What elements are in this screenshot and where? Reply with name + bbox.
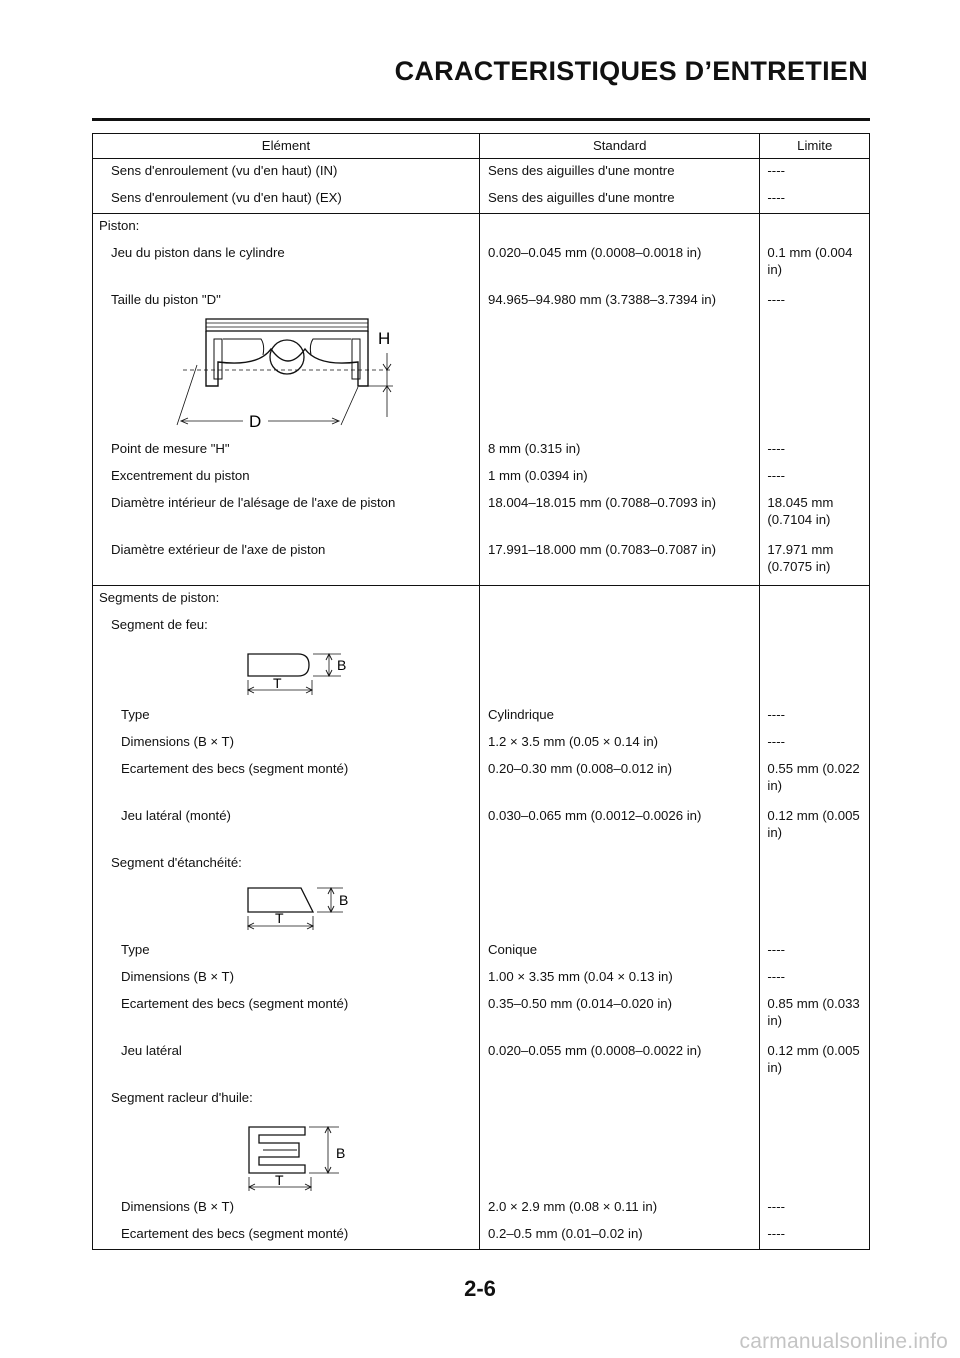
row-limit: ----	[760, 965, 870, 992]
row-standard: 0.020–0.055 mm (0.0008–0.0022 in)	[480, 1039, 760, 1086]
row-limit: ----	[760, 464, 870, 491]
piston-diagram-row	[93, 315, 870, 437]
row-label: Dimensions (B × T)	[121, 1199, 234, 1214]
row-standard: 0.030–0.065 mm (0.0012–0.0026 in)	[480, 804, 760, 851]
diagram-label-t: T	[273, 675, 282, 691]
top-ring-diagram	[93, 640, 479, 703]
table-row	[93, 186, 870, 214]
diagram-label-d: D	[249, 412, 262, 431]
row-standard: Sens des aiguilles d'une montre	[480, 186, 760, 214]
row-standard: 0.020–0.045 mm (0.0008–0.0018 in)	[480, 241, 760, 288]
row-label: Type	[121, 707, 150, 722]
row-limit: 18.045 mm (0.7104 in)	[760, 491, 870, 538]
subsection-row	[93, 613, 870, 640]
diagram-label-h: H	[378, 329, 391, 348]
row-limit: ----	[760, 186, 870, 214]
row-label: Jeu latéral (monté)	[121, 808, 231, 823]
row-standard: 0.35–0.50 mm (0.014–0.020 in)	[480, 992, 760, 1039]
row-label: Jeu du piston dans le cylindre	[111, 245, 285, 260]
table-row	[93, 288, 870, 315]
spec-table	[92, 133, 870, 1250]
row-standard: 17.991–18.000 mm (0.7083–0.7087 in)	[480, 538, 760, 586]
subsection-row	[93, 851, 870, 878]
section-row-rings	[93, 586, 870, 614]
row-standard: 2.0 × 2.9 mm (0.08 × 0.11 in)	[480, 1195, 760, 1222]
second-ring-diagram	[93, 878, 479, 938]
table-row	[93, 538, 870, 586]
row-standard: 1 mm (0.0394 in)	[480, 464, 760, 491]
row-limit: ----	[760, 288, 870, 315]
row-label: Dimensions (B × T)	[121, 969, 234, 984]
row-standard: 18.004–18.015 mm (0.7088–0.7093 in)	[480, 491, 760, 538]
table-row	[93, 491, 870, 538]
watermark: carmanualsonline.info	[739, 1330, 948, 1353]
table-row	[93, 992, 870, 1039]
title-rule	[92, 118, 870, 121]
subsection-top-ring: Segment de feu:	[111, 617, 208, 632]
row-limit: ----	[760, 159, 870, 187]
table-row	[93, 241, 870, 288]
row-limit: 0.55 mm (0.022 in)	[760, 757, 870, 804]
row-label: Ecartement des becs (segment monté)	[121, 996, 349, 1011]
table-row	[93, 757, 870, 804]
second-ring-diagram-row	[93, 878, 870, 938]
table-row	[93, 159, 870, 187]
row-label: Sens d'enroulement (vu d'en haut) (IN)	[111, 163, 338, 178]
subsection-second-ring: Segment d'étanchéité:	[111, 855, 242, 870]
diagram-label-t: T	[275, 1172, 284, 1188]
row-standard: 94.965–94.980 mm (3.7388–3.7394 in)	[480, 288, 760, 315]
row-limit: 0.1 mm (0.004 in)	[760, 241, 870, 288]
row-standard: Cylindrique	[480, 703, 760, 730]
row-limit: 0.12 mm (0.005 in)	[760, 804, 870, 851]
diagram-label-b: B	[337, 657, 347, 673]
row-limit: ----	[760, 1195, 870, 1222]
diagram-label-b: B	[339, 892, 349, 908]
table-row	[93, 1039, 870, 1086]
row-label: Dimensions (B × T)	[121, 734, 234, 749]
row-limit: ----	[760, 938, 870, 965]
row-label: Diamètre intérieur de l'alésage de l'axe de piston	[111, 495, 396, 510]
diagram-label-t: T	[275, 910, 284, 926]
section-heading-piston: Piston:	[93, 214, 480, 242]
top-ring-diagram-row	[93, 640, 870, 703]
table-row	[93, 464, 870, 491]
table-row	[93, 703, 870, 730]
row-standard: Conique	[480, 938, 760, 965]
row-label: Sens d'enroulement (vu d'en haut) (EX)	[111, 190, 342, 205]
table-row	[93, 965, 870, 992]
table-row	[93, 730, 870, 757]
page-title: CARACTERISTIQUES D’ENTRETIEN	[394, 56, 868, 86]
section-heading-rings: Segments de piston:	[93, 586, 480, 614]
header-element: Elément	[93, 134, 480, 159]
row-limit: ----	[760, 730, 870, 757]
oil-ring-diagram	[93, 1113, 479, 1195]
subsection-row	[93, 1086, 870, 1113]
table-row	[93, 1195, 870, 1222]
row-limit: 17.971 mm (0.7075 in)	[760, 538, 870, 586]
row-standard: 1.2 × 3.5 mm (0.05 × 0.14 in)	[480, 730, 760, 757]
row-limit: ----	[760, 1222, 870, 1250]
table-header-row	[93, 134, 870, 159]
row-label: Diamètre extérieur de l'axe de piston	[111, 542, 326, 557]
oil-ring-diagram-row	[93, 1113, 870, 1195]
row-label: Taille du piston "D"	[111, 292, 221, 307]
table-row	[93, 804, 870, 851]
row-standard: 0.20–0.30 mm (0.008–0.012 in)	[480, 757, 760, 804]
row-label: Type	[121, 942, 150, 957]
row-limit: 0.12 mm (0.005 in)	[760, 1039, 870, 1086]
row-label: Point de mesure "H"	[111, 441, 230, 456]
row-limit: 0.85 mm (0.033 in)	[760, 992, 870, 1039]
row-limit: ----	[760, 437, 870, 464]
table-row	[93, 437, 870, 464]
row-standard: 8 mm (0.315 in)	[480, 437, 760, 464]
row-standard: Sens des aiguilles d'une montre	[480, 159, 760, 187]
subsection-oil-ring: Segment racleur d'huile:	[111, 1090, 253, 1105]
diagram-label-b: B	[336, 1145, 346, 1161]
section-row-piston	[93, 214, 870, 242]
row-label: Ecartement des becs (segment monté)	[121, 761, 349, 776]
row-label: Ecartement des becs (segment monté)	[121, 1226, 349, 1241]
table-row	[93, 938, 870, 965]
page-number: 2-6	[464, 1276, 496, 1301]
table-row	[93, 1222, 870, 1250]
header-standard: Standard	[480, 134, 760, 159]
header-limit: Limite	[760, 134, 870, 159]
row-label: Jeu latéral	[121, 1043, 182, 1058]
row-limit: ----	[760, 703, 870, 730]
row-standard: 0.2–0.5 mm (0.01–0.02 in)	[480, 1222, 760, 1250]
row-label: Excentrement du piston	[111, 468, 250, 483]
piston-diagram	[93, 315, 479, 437]
row-standard: 1.00 × 3.35 mm (0.04 × 0.13 in)	[480, 965, 760, 992]
